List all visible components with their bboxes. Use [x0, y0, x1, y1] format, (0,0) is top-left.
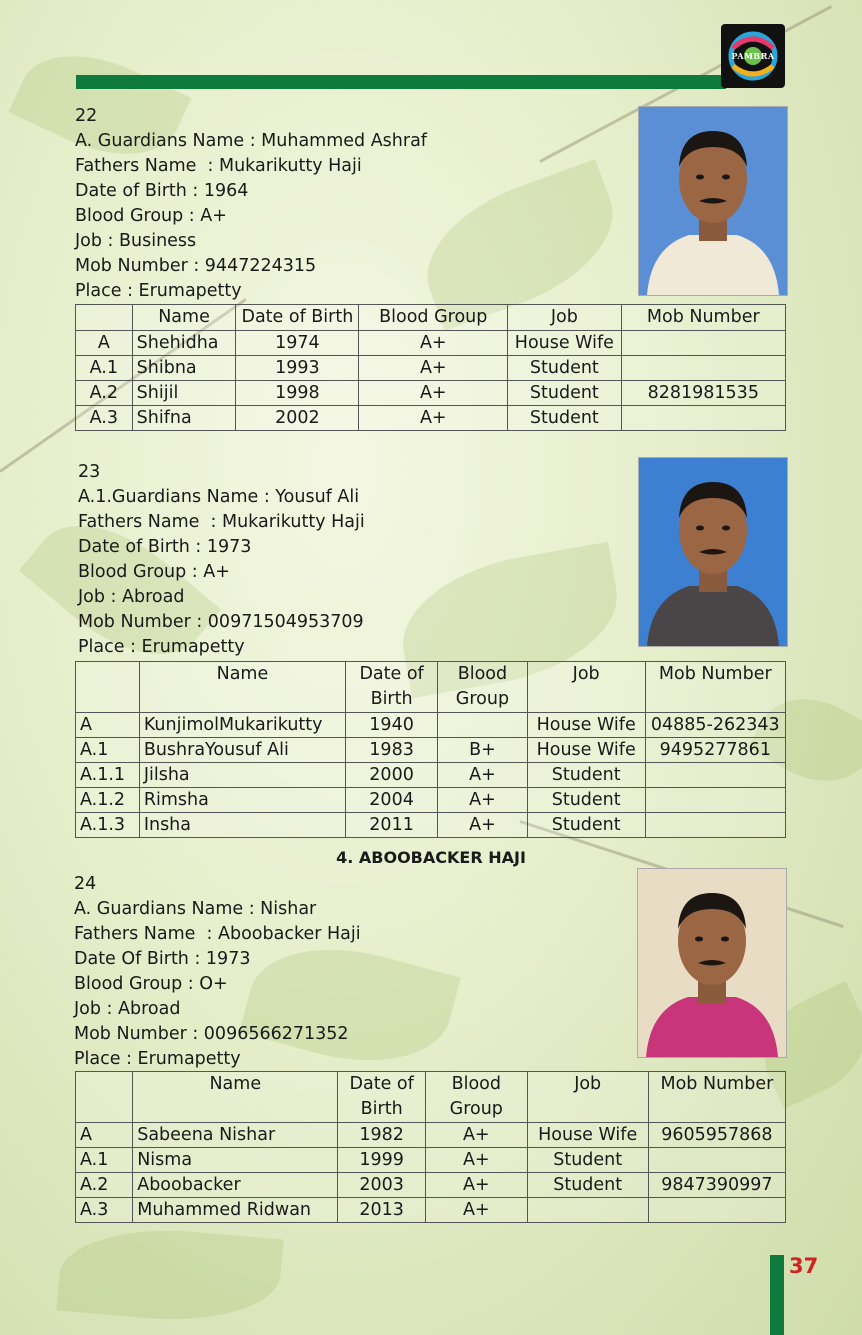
cell-name: Shibna: [132, 356, 236, 381]
table-row: [76, 813, 786, 838]
table-header-row: [76, 305, 786, 331]
person-photo-23: [638, 457, 788, 647]
cell-job: Student: [508, 356, 621, 381]
cell-name: Jilsha: [139, 763, 345, 788]
header-green-bar: [76, 75, 726, 89]
cell-date-of-birth: 2013: [338, 1198, 426, 1223]
cell-mob-number: 9495277861: [645, 738, 785, 763]
cell-date-of-birth: 1998: [236, 381, 359, 406]
cell-row-id: A.1: [76, 1148, 133, 1173]
table-row: [76, 1148, 786, 1173]
cell-name: Aboobacker: [133, 1173, 338, 1198]
cell-row-id: A.2: [76, 381, 133, 406]
header-date-of-birth: Date of Birth: [346, 662, 438, 713]
mob-number: Mob Number : 0096566271352: [74, 1024, 349, 1044]
cell-row-id: A.1: [76, 356, 133, 381]
cell-name: Sabeena Nishar: [133, 1123, 338, 1148]
table-row: [76, 1198, 786, 1223]
cell-job: Student: [527, 788, 645, 813]
mob-number: Mob Number : 9447224315: [75, 256, 317, 276]
cell-date-of-birth: 2000: [346, 763, 438, 788]
table-row: [76, 713, 786, 738]
header-mob-number: Mob Number: [645, 662, 785, 713]
cell-date-of-birth: 1940: [346, 713, 438, 738]
cell-blood-group: A+: [359, 331, 508, 356]
family-table-22: [75, 304, 786, 431]
blood-group: Blood Group : A+: [75, 206, 227, 226]
cell-job: House Wife: [527, 738, 645, 763]
header-job: Job: [527, 662, 645, 713]
cell-date-of-birth: 2003: [338, 1173, 426, 1198]
cell-mob-number: 9605957868: [648, 1123, 785, 1148]
cell-date-of-birth: 1983: [346, 738, 438, 763]
cell-mob-number: 8281981535: [621, 381, 785, 406]
guardian-name: A. Guardians Name : Nishar: [74, 899, 317, 919]
person-info-23: [78, 460, 365, 660]
place: Place : Erumapetty: [78, 637, 245, 657]
table-header-row: [76, 1072, 786, 1123]
cell-mob-number: [648, 1198, 785, 1223]
person-info-22: [75, 104, 427, 304]
cell-blood-group: [438, 713, 528, 738]
cell-name: Nisma: [133, 1148, 338, 1173]
cell-mob-number: [645, 813, 785, 838]
cell-job: Student: [527, 1173, 648, 1198]
cell-date-of-birth: 2002: [236, 406, 359, 431]
cell-job: Student: [508, 381, 621, 406]
header-name: Name: [139, 662, 345, 713]
table-row: [76, 406, 786, 431]
father-name: Fathers Name : Mukarikutty Haji: [75, 156, 362, 176]
portrait-icon: [639, 107, 787, 295]
header-mob-number: Mob Number: [648, 1072, 785, 1123]
blood-group: Blood Group : A+: [78, 562, 230, 582]
cell-name: Shehidha: [132, 331, 236, 356]
blood-group: Blood Group : O+: [74, 974, 228, 994]
cell-date-of-birth: 1982: [338, 1123, 426, 1148]
cell-row-id: A.1.3: [76, 813, 140, 838]
cell-job: House Wife: [527, 1123, 648, 1148]
cell-name: Rimsha: [139, 788, 345, 813]
cell-date-of-birth: 2011: [346, 813, 438, 838]
job: Job : Abroad: [74, 999, 181, 1019]
cell-date-of-birth: 1999: [338, 1148, 426, 1173]
table-row: [76, 1123, 786, 1148]
header-job: Job: [527, 1072, 648, 1123]
table-row: [76, 356, 786, 381]
logo: [721, 24, 785, 88]
date-of-birth: Date of Birth : 1973: [78, 537, 252, 557]
table-row: [76, 331, 786, 356]
cell-blood-group: A+: [438, 788, 528, 813]
cell-job: [527, 1198, 648, 1223]
cell-blood-group: A+: [359, 406, 508, 431]
guardian-name: A. Guardians Name : Muhammed Ashraf: [75, 131, 427, 151]
header-row-id: [76, 305, 133, 331]
cell-date-of-birth: 1993: [236, 356, 359, 381]
date-of-birth: Date of Birth : 1964: [75, 181, 249, 201]
page-number: 37: [789, 1254, 819, 1278]
person-number: 22: [75, 106, 98, 126]
person-number: 24: [74, 874, 97, 894]
logo-text: PAMBRA: [731, 51, 775, 61]
cell-blood-group: A+: [359, 381, 508, 406]
cell-mob-number: [621, 406, 785, 431]
cell-name: Insha: [139, 813, 345, 838]
cell-row-id: A.3: [76, 1198, 133, 1223]
header-job: Job: [508, 305, 621, 331]
cell-row-id: A.1: [76, 738, 140, 763]
cell-name: Shijil: [132, 381, 236, 406]
table-row: [76, 738, 786, 763]
table-row: [76, 788, 786, 813]
cell-blood-group: A+: [425, 1173, 527, 1198]
father-name: Fathers Name : Mukarikutty Haji: [78, 512, 365, 532]
person-number: 23: [78, 462, 101, 482]
header-name: Name: [132, 305, 236, 331]
cell-blood-group: A+: [425, 1148, 527, 1173]
cell-row-id: A.1.1: [76, 763, 140, 788]
header-mob-number: Mob Number: [621, 305, 785, 331]
cell-name: BushraYousuf Ali: [139, 738, 345, 763]
table-row: [76, 763, 786, 788]
header-blood-group: Blood Group: [359, 305, 508, 331]
table-header-row: [76, 662, 786, 713]
cell-blood-group: A+: [438, 763, 528, 788]
cell-mob-number: [645, 763, 785, 788]
family-table-23: [75, 661, 786, 838]
mob-number: Mob Number : 00971504953709: [78, 612, 364, 632]
cell-blood-group: A+: [425, 1198, 527, 1223]
portrait-icon: [639, 458, 787, 646]
header-name: Name: [133, 1072, 338, 1123]
person-photo-24: [637, 868, 787, 1058]
header-blood-group: Blood Group: [438, 662, 528, 713]
cell-blood-group: A+: [438, 813, 528, 838]
cell-job: House Wife: [508, 331, 621, 356]
person-info-24: [74, 872, 361, 1072]
footer-green-bar: [770, 1255, 784, 1335]
place: Place : Erumapetty: [74, 1049, 241, 1069]
cell-mob-number: 04885-262343: [645, 713, 785, 738]
header-row-id: [76, 662, 140, 713]
cell-name: Muhammed Ridwan: [133, 1198, 338, 1223]
job: Job : Abroad: [78, 587, 185, 607]
cell-row-id: A.2: [76, 1173, 133, 1198]
guardian-name: A.1.Guardians Name : Yousuf Ali: [78, 487, 360, 507]
cell-name: KunjimolMukarikutty: [139, 713, 345, 738]
person-photo-22: [638, 106, 788, 296]
cell-job: House Wife: [527, 713, 645, 738]
family-table-24: [75, 1071, 786, 1223]
place: Place : Erumapetty: [75, 281, 242, 301]
job: Job : Business: [75, 231, 197, 251]
cell-job: Student: [527, 1148, 648, 1173]
cell-blood-group: A+: [425, 1123, 527, 1148]
father-name: Fathers Name : Aboobacker Haji: [74, 924, 361, 944]
table-row: [76, 1173, 786, 1198]
portrait-icon: [638, 869, 786, 1057]
cell-name: Shifna: [132, 406, 236, 431]
section-heading: 4. ABOOBACKER HAJI: [336, 848, 526, 867]
cell-date-of-birth: 1974: [236, 331, 359, 356]
cell-row-id: A.1.2: [76, 788, 140, 813]
cell-mob-number: 9847390997: [648, 1173, 785, 1198]
date-of-birth: Date Of Birth : 1973: [74, 949, 251, 969]
cell-mob-number: [621, 356, 785, 381]
cell-job: Student: [527, 763, 645, 788]
cell-row-id: A: [76, 331, 133, 356]
cell-date-of-birth: 2004: [346, 788, 438, 813]
header-blood-group: Blood Group: [425, 1072, 527, 1123]
cell-job: Student: [508, 406, 621, 431]
cell-blood-group: A+: [359, 356, 508, 381]
cell-row-id: A: [76, 1123, 133, 1148]
cell-mob-number: [648, 1148, 785, 1173]
cell-mob-number: [645, 788, 785, 813]
table-row: [76, 381, 786, 406]
header-date-of-birth: Date of Birth: [236, 305, 359, 331]
header-date-of-birth: Date of Birth: [338, 1072, 426, 1123]
cell-row-id: A: [76, 713, 140, 738]
header-row-id: [76, 1072, 133, 1123]
cell-row-id: A.3: [76, 406, 133, 431]
cell-mob-number: [621, 331, 785, 356]
cell-blood-group: B+: [438, 738, 528, 763]
cell-job: Student: [527, 813, 645, 838]
